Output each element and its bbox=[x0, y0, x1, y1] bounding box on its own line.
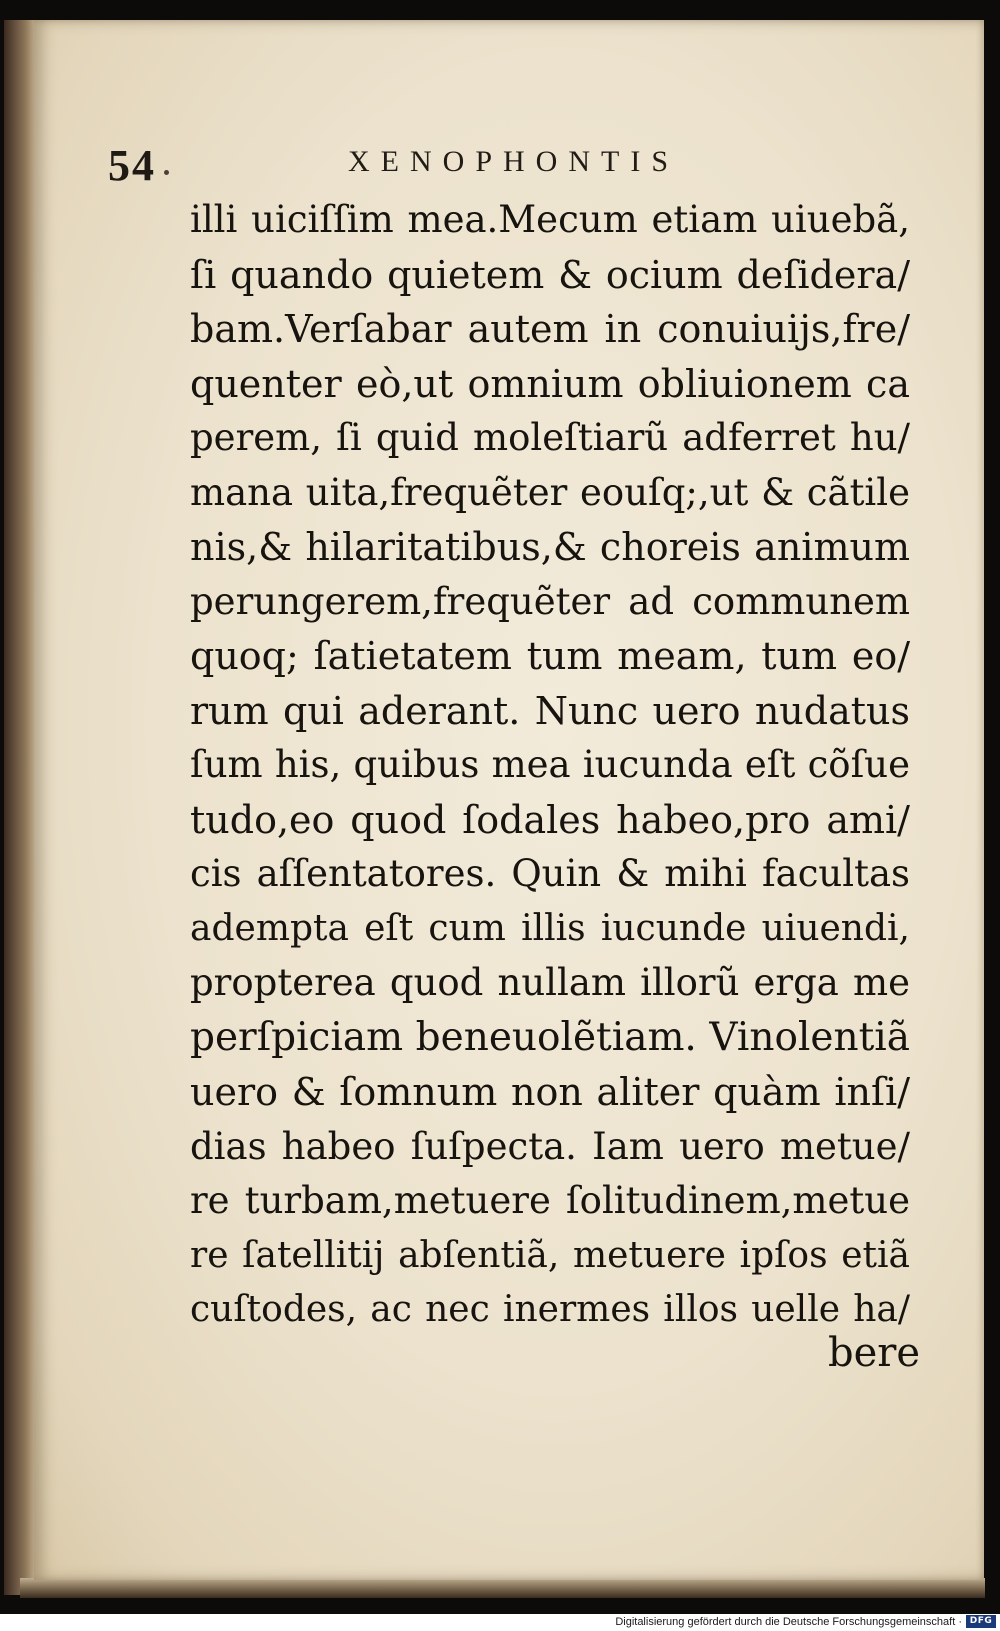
page-number: 54 bbox=[108, 141, 156, 190]
text-line: propterea quod nullam illorũ erga me bbox=[190, 961, 910, 1004]
text-line: re ſatellitij abſentiã, metuere ipſos etiã bbox=[190, 1234, 910, 1276]
text-line: rum qui aderant. Nunc uero nudatus bbox=[190, 688, 910, 733]
book-spine-edge bbox=[4, 20, 34, 1595]
dfg-logo: DFG bbox=[966, 1615, 996, 1628]
digitization-credit: Digitalisierung gefördert durch die Deutsche Forschungsgemeinschaft · bbox=[615, 1616, 962, 1628]
text-line: quoq; ſatietatem tum meam, tum eo/ bbox=[190, 634, 910, 678]
text-line: adempta eſt cum illis iucunde uiuendi, bbox=[190, 907, 910, 949]
book-bottom-edge bbox=[20, 1578, 985, 1598]
text-line: uero & ſomnum non aliter quàm inſi/ bbox=[190, 1070, 910, 1114]
running-head: XENOPHONTIS bbox=[348, 145, 679, 178]
text-line: perſpiciam beneuolẽtiam. Vinolentiã bbox=[190, 1014, 910, 1060]
text-line: illi uiciſſim mea.Mecum etiam uiuebã, bbox=[190, 198, 910, 241]
text-line: cis aſſentatores. Quin & mihi facultas bbox=[190, 852, 910, 895]
text-line: dias habeo ſuſpecta. Iam uero metue/ bbox=[190, 1124, 910, 1168]
text-line: mana uita,frequẽter eouſq;,ut & cãtile bbox=[190, 470, 910, 514]
text-line: ſi quando quietem & ocium deſidera/ bbox=[190, 252, 910, 297]
text-line: re turbam,metuere ſolitudinem,metue bbox=[190, 1179, 910, 1222]
text-line: quenter eò,ut omnium obliuionem ca bbox=[190, 361, 910, 406]
text-line: tudo,eo quod ſodales habeo,pro ami/ bbox=[190, 797, 910, 842]
text-line: cuſtodes, ac nec inermes illos uelle ha/ bbox=[190, 1289, 910, 1330]
text-line: bam.Verſabar autem in conuiuijs,fre/ bbox=[190, 307, 910, 351]
text-line: nis,& hilaritatibus,& choreis animum bbox=[190, 525, 910, 569]
text-block bbox=[190, 193, 910, 1338]
text-line: perungerem,frequẽter ad communem bbox=[190, 579, 910, 623]
text-line: ſum his, quibus mea iucunda eſt cõſue bbox=[190, 743, 910, 786]
text-line: perem, ſi quid moleſtiarũ adferret hu/ bbox=[190, 416, 910, 459]
page-number-dot bbox=[164, 170, 169, 175]
catchword: bere bbox=[828, 1330, 921, 1376]
